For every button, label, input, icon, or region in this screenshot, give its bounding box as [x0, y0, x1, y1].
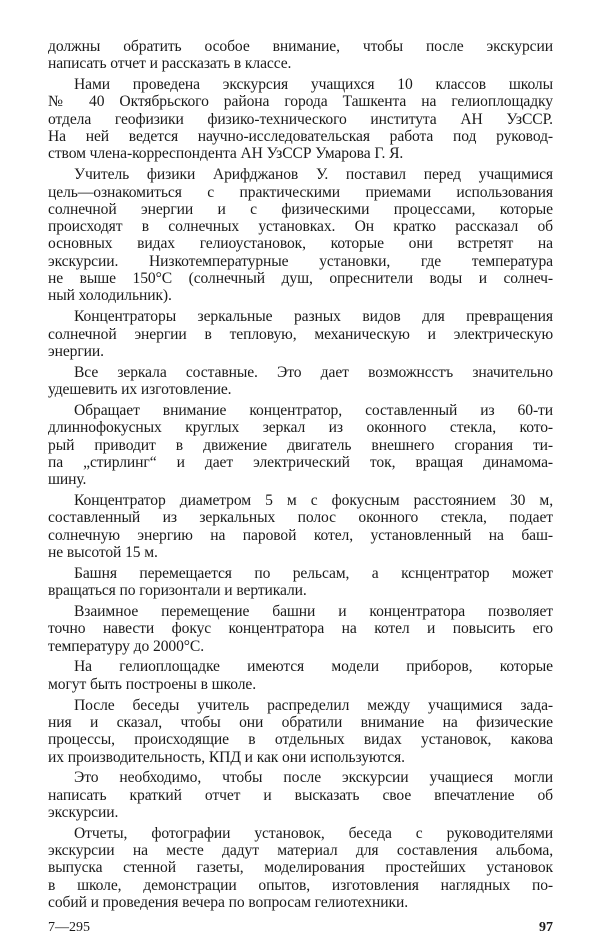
text-line: не высотой 15 м.	[48, 543, 158, 561]
printer-signature: 7—295	[48, 920, 90, 936]
text-line: шину.	[48, 471, 87, 489]
text-line: После беседы учитель распределил между учащимися зада-	[74, 696, 553, 714]
page-number: 97	[539, 920, 553, 936]
text-line: их производительность, КПД и как они используются.	[48, 748, 405, 766]
paragraph	[48, 166, 553, 304]
text-line: На ней ведется научно-исследовательская работа под руковод-	[48, 128, 553, 146]
paragraph	[48, 825, 553, 911]
text-line: солнечной энергии в тепловую, механическую и электрическую	[48, 325, 553, 343]
paragraph	[48, 364, 553, 399]
text-line: ния и сказал, чтобы они обратили внимание на физические	[48, 713, 553, 731]
text-line: экскурсии.	[48, 804, 119, 821]
text-line: составленный из зеркальных полос оконного стекла, подает	[48, 509, 553, 527]
paragraph	[48, 603, 553, 655]
body-text	[48, 38, 553, 911]
text-line: длиннофокусных круглых зеркал из оконного стекла, кото-	[48, 419, 553, 437]
text-line: солнечной энергии и с физическими процессами, которые	[48, 200, 553, 218]
text-line: рый приводит в движение двигатель внешнего сгорания ти-	[48, 436, 553, 454]
text-line: отдела геофизики физико-технического института АН УзССР.	[48, 110, 553, 128]
text-line: Все зеркала составные. Это дает возможнсстъ значительно	[74, 363, 553, 381]
text-line: собий и проведения вечера по вопросам гелиотехники.	[48, 894, 408, 912]
paragraph	[48, 565, 553, 600]
paragraph	[48, 697, 553, 766]
text-line: Учитель физики Арифджанов У. поставил перед учащимися	[74, 166, 553, 184]
paragraph	[48, 38, 553, 73]
text-line: вращаться по горизонтали и вертикали.	[48, 582, 307, 600]
text-line: ный холодильник).	[48, 287, 172, 305]
text-line: могут быть построены в школе.	[48, 675, 257, 693]
text-line: в школе, демонстрации опытов, изготовления наглядных по-	[48, 876, 553, 894]
paragraph	[48, 769, 553, 821]
text-line: На гелиоплощадке имеются модели приборов, которые	[74, 658, 553, 676]
text-line: удешевить их изготовление.	[48, 381, 232, 399]
text-line: температуру до 2000°С.	[48, 637, 205, 655]
text-line: экскурсии. Низкотемпературные установки, где температура	[48, 252, 553, 270]
text-line: Взаимное перемещение башни и концентратора позволяет	[74, 602, 553, 620]
text-line: должны обратить особое внимание, чтобы после экскурсии	[48, 38, 553, 55]
paragraph	[48, 658, 553, 693]
text-line: Концентраторы зеркальные разных видов для превращения	[74, 308, 553, 326]
text-line: цель—ознакомиться с практическими приемами использования	[48, 183, 553, 201]
text-line: Нами проведена экскурсия учащихся 10 классов школы	[74, 76, 553, 94]
text-line: не выше 150°С (солнечный душ, опреснители воды и солнеч-	[48, 270, 553, 288]
text-line: Это необходимо, чтобы после экскурсии учащиеся могли	[74, 769, 553, 787]
text-line: происходят в солнечных установках. Он кратко рассказал об	[48, 218, 553, 236]
text-line: написать краткий отчет и высказать свое впечатление об	[48, 786, 553, 804]
text-line: экскурсии на месте дадут материал для составления альбома,	[48, 842, 553, 860]
page-footer	[48, 919, 553, 936]
paragraph	[48, 492, 553, 561]
text-line: основных видах гелиоустановок, которые они встретят на	[48, 235, 553, 253]
text-line: ством члена-корреспондента АН УзССР Умарова Г. Я.	[48, 145, 404, 163]
paragraph	[48, 76, 553, 162]
text-line: Концентратор диаметром 5 м с фокусным расстоянием 30 м,	[74, 491, 553, 509]
text-line: па „стирлинг“ и дает электрический ток, вращая динамома-	[48, 453, 553, 471]
page-content	[48, 38, 553, 936]
text-line: энергии.	[48, 342, 104, 360]
paragraph	[48, 402, 553, 488]
text-line: процессы, происходящие в отдельных видах установок, какова	[48, 731, 553, 749]
text-line: № 40 Октябрьского района города Ташкента на гелиоплощадку	[48, 93, 553, 111]
text-line: Отчеты, фотографии установок, беседа с руководителями	[74, 824, 553, 842]
text-line: точно навести фокус концентратора на котел и повысить его	[48, 620, 553, 638]
paragraph	[48, 308, 553, 360]
text-line: выпуска стенной газеты, моделирования простейших установок	[48, 859, 553, 877]
text-line: написать отчет и рассказать в классе.	[48, 55, 292, 73]
text-line: Башня перемещается по рельсам, а кснцентратор может	[74, 564, 553, 582]
text-line: Обращает внимание концентратор, составленный из 60-ти	[74, 401, 553, 419]
text-line: солнечную энергию на паровой котел, установленный на баш-	[48, 526, 553, 544]
